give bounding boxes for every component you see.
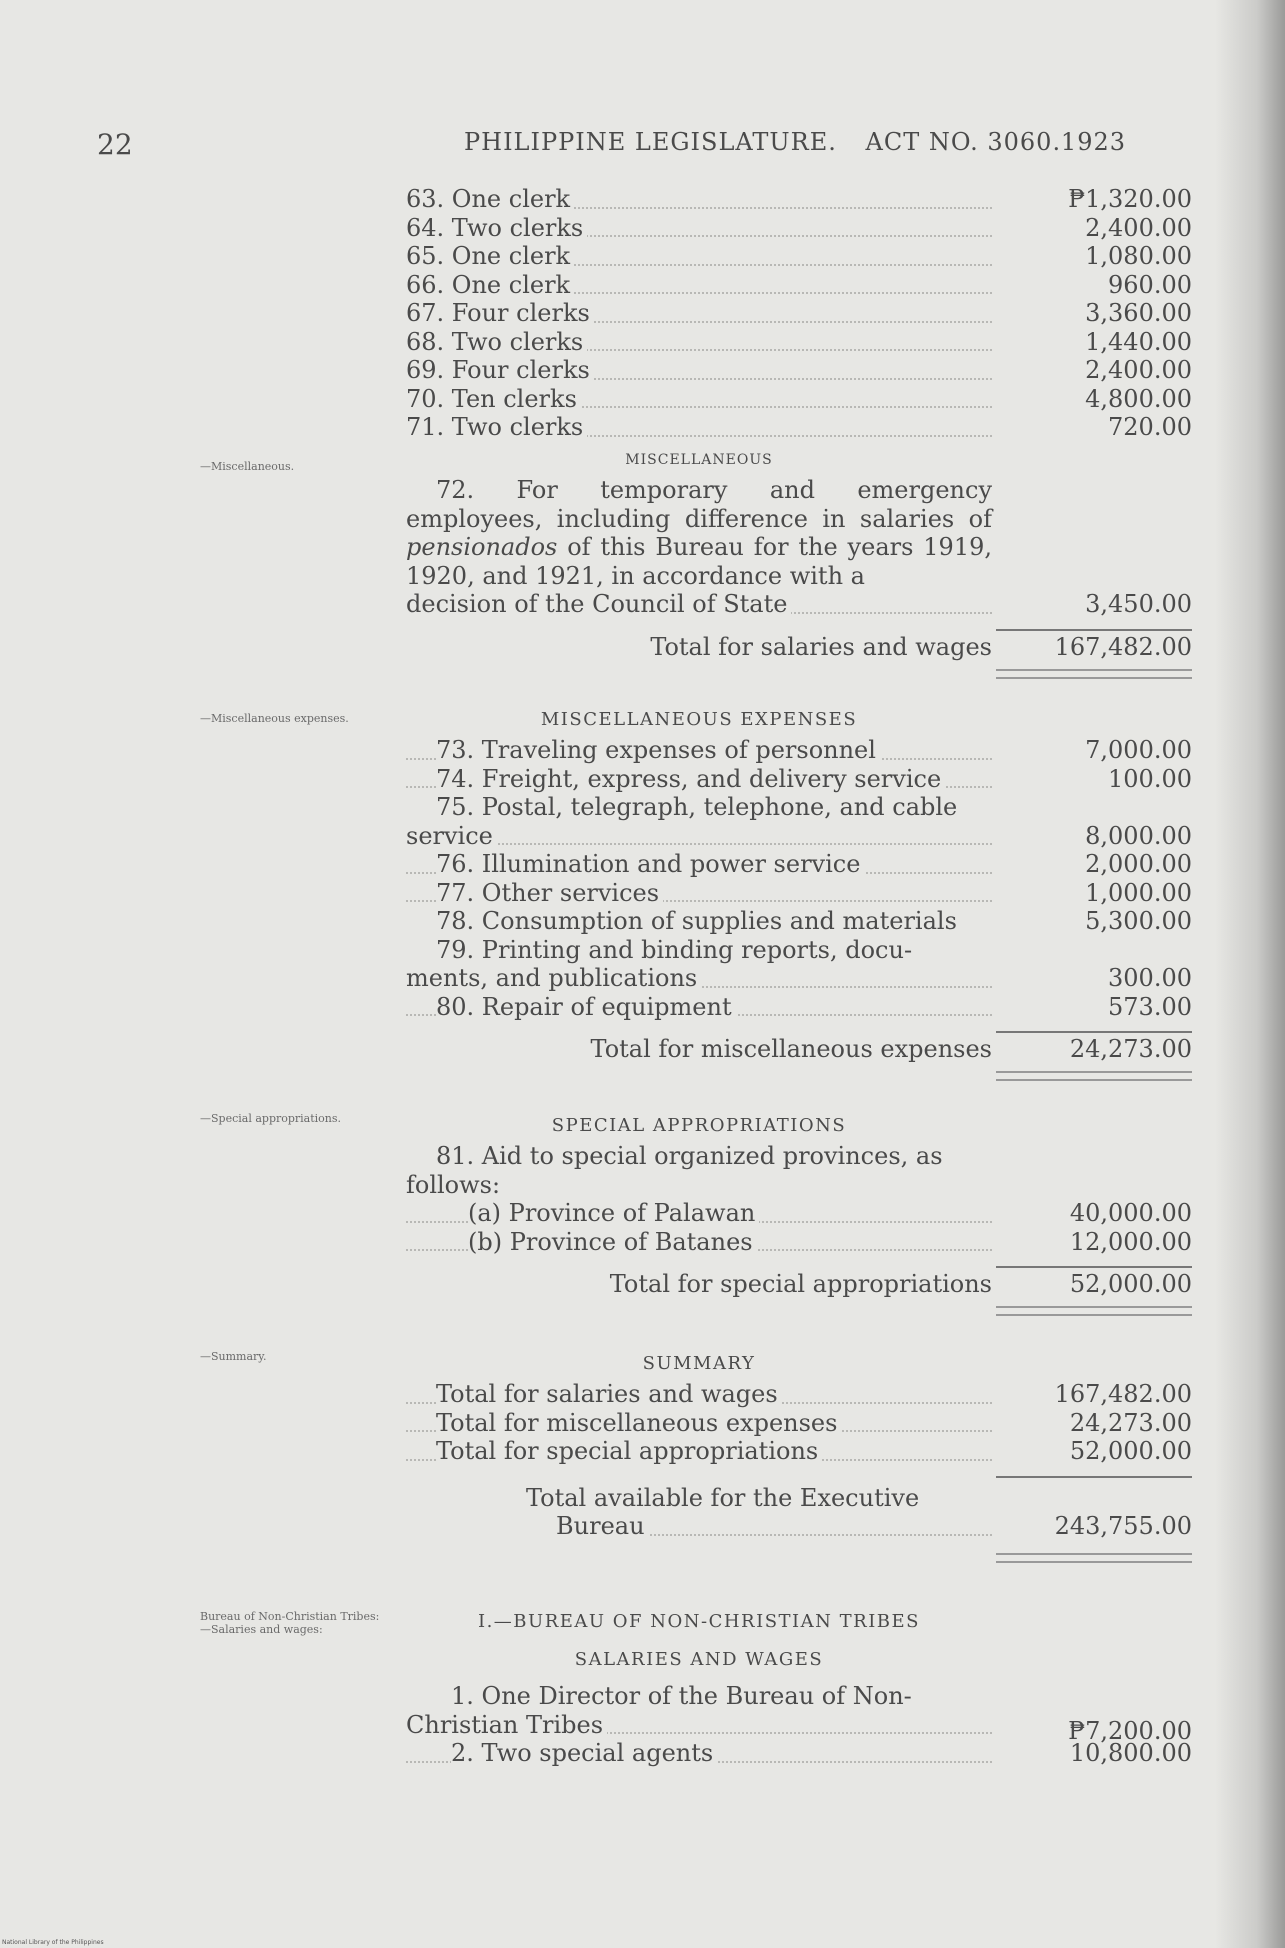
item-label: Total for miscellaneous expenses <box>436 1409 841 1437</box>
item-label: Christian Tribes <box>406 1711 607 1739</box>
section-subheading: SALARIES AND WAGES <box>574 1649 824 1670</box>
list-item <box>406 765 1192 794</box>
list-item <box>406 1228 1192 1257</box>
item-label: 67. Four clerks <box>406 299 594 327</box>
item-label: 69. Four clerks <box>406 356 594 384</box>
item-amount: 52,000.00 <box>1069 1437 1192 1465</box>
item-amount: 1,440.00 <box>1085 327 1192 356</box>
header-year: 1923 <box>1060 128 1126 156</box>
section-heading: SUMMARY <box>642 1353 756 1374</box>
misc-section <box>406 444 1192 679</box>
header-title: PHILIPPINE LEGISLATURE. <box>464 128 837 156</box>
item-label: 79. Printing and binding reports, docu- <box>436 936 916 964</box>
list-item <box>406 1739 1192 1768</box>
item-amount: 7,000.00 <box>1085 736 1192 764</box>
item-amount: 3,360.00 <box>1085 299 1192 327</box>
scan-footer: National Library of the Philippines <box>2 1939 104 1946</box>
item-label: 75. Postal, telegraph, telephone, and cable <box>436 793 961 821</box>
item-amount: 300.00 <box>1108 964 1192 992</box>
intro-text: 81. Aid to special organized provinces, as <box>436 1142 947 1170</box>
item-amount: 1,080.00 <box>1085 242 1192 270</box>
item-label: 66. One clerk <box>406 271 574 299</box>
misc-paragraph <box>406 476 992 590</box>
margin-line: —Salaries and wages: <box>200 1623 323 1636</box>
total-label: Bureau <box>556 1512 649 1540</box>
item-label: decision of the Council of State <box>406 590 791 618</box>
clerks-list <box>406 185 1192 442</box>
list-item <box>406 1437 1192 1466</box>
item-amount: 5,300.00 <box>1085 907 1192 935</box>
item-label: 77. Other services <box>436 879 663 907</box>
item-amount: 24,273.00 <box>1069 1408 1192 1437</box>
total-row <box>406 1512 1192 1541</box>
list-item <box>406 879 1192 908</box>
list-item <box>406 1409 1192 1438</box>
item-label: 80. Repair of equipment <box>436 993 736 1021</box>
double-rule <box>996 1071 1192 1081</box>
list-item <box>406 328 1192 357</box>
item-label: 64. Two clerks <box>406 214 587 242</box>
list-item <box>406 964 1192 993</box>
item-amount: 1,000.00 <box>1085 878 1192 907</box>
list-item <box>406 736 1192 765</box>
page-number: 22 <box>97 128 133 161</box>
total-label: Total for salaries and wages <box>650 632 992 661</box>
list-item <box>406 242 1192 271</box>
item-amount: 2,000.00 <box>1085 850 1192 878</box>
para-text: 72. For temporary and emergency employees, including difference in salaries of <box>406 476 992 533</box>
item-label: 76. Illumination and power service <box>436 850 864 878</box>
double-rule <box>996 669 1192 679</box>
item-amount: 2,400.00 <box>1085 356 1192 384</box>
total-row <box>406 1035 1192 1071</box>
total-amount: 167,482.00 <box>1054 632 1192 661</box>
list-item <box>406 356 1192 385</box>
total-label-line <box>406 1484 1192 1513</box>
list-item <box>406 793 1192 822</box>
item-label: Total for salaries and wages <box>436 1380 782 1408</box>
margin-line: Bureau of Non-Christian Tribes: <box>200 1610 380 1623</box>
list-item <box>406 1710 1192 1745</box>
list-item <box>406 214 1192 243</box>
list-item <box>406 936 1192 965</box>
list-item <box>406 413 1192 442</box>
item-label: 2. Two special agents <box>451 1739 717 1767</box>
total-amount: 52,000.00 <box>1069 1270 1192 1298</box>
list-item <box>406 1199 1192 1228</box>
list-item <box>406 385 1192 414</box>
list-item <box>406 993 1192 1022</box>
total-rule <box>996 1476 1192 1478</box>
bureau-section <box>406 1606 1192 1768</box>
total-row <box>406 633 1192 669</box>
item-label: 74. Freight, express, and delivery service <box>436 765 945 793</box>
total-rule <box>996 1031 1192 1033</box>
item-label: 71. Two clerks <box>406 413 587 441</box>
item-amount: 40,000.00 <box>1069 1199 1192 1227</box>
item-label: 78. Consumption of supplies and materials <box>436 907 961 935</box>
total-label: Total for special appropriations <box>609 1270 992 1298</box>
item-label: (a) Province of Palawan <box>468 1199 759 1227</box>
item-label: service <box>406 822 497 850</box>
item-amount: 167,482.00 <box>1054 1380 1192 1408</box>
item-amount: 12,000.00 <box>1069 1227 1192 1256</box>
total-row <box>406 1270 1192 1306</box>
list-item <box>406 299 1192 328</box>
section-heading: I.—BUREAU OF NON-CHRISTIAN TRIBES <box>477 1611 921 1632</box>
item-amount: ₱7,200.00 <box>1068 1716 1192 1745</box>
list-item <box>406 822 1192 851</box>
item-label: 65. One clerk <box>406 242 574 270</box>
item-label: 68. Two clerks <box>406 328 587 356</box>
list-item <box>406 185 1192 214</box>
item-amount: 100.00 <box>1108 764 1192 793</box>
summary-section <box>406 1348 1192 1561</box>
item-label: 73. Traveling expenses of personnel <box>436 736 880 764</box>
item-label: 70. Ten clerks <box>406 385 581 413</box>
page-edge-shadow <box>1215 0 1285 1948</box>
list-item <box>406 590 1192 619</box>
total-amount: 243,755.00 <box>1054 1512 1192 1540</box>
item-label: Total for special appropriations <box>436 1437 822 1465</box>
total-label: Total for miscellaneous expenses <box>590 1035 992 1063</box>
misc-expenses-section <box>406 704 1192 1081</box>
item-amount: 960.00 <box>1108 270 1192 299</box>
running-header <box>464 128 1144 156</box>
intro-text: follows: <box>406 1171 504 1199</box>
margin-note-summary: —Summary. <box>200 1350 267 1363</box>
margin-note-special: —Special appropriations. <box>200 1112 342 1125</box>
item-amount: 720.00 <box>1108 413 1192 441</box>
margin-note-misc-expenses: —Miscellaneous expenses. <box>200 712 349 725</box>
para-text: of this Bureau for the years 1919, 1920, and 1921, in accordance with a <box>406 533 992 590</box>
item-amount: 4,800.00 <box>1085 384 1192 413</box>
intro-line <box>406 1171 1192 1200</box>
margin-note-misc: —Miscellaneous. <box>200 460 295 473</box>
margin-note-bureau <box>200 1610 390 1636</box>
item-amount: 573.00 <box>1108 992 1192 1021</box>
item-amount: 2,400.00 <box>1085 213 1192 242</box>
section-heading: MISCELLANEOUS EXPENSES <box>540 709 858 730</box>
item-label: ments, and publications <box>406 964 701 992</box>
total-label: Total available for the Executive <box>526 1484 923 1512</box>
item-amount: 3,450.00 <box>1085 590 1192 618</box>
item-amount: 8,000.00 <box>1085 821 1192 850</box>
list-item <box>406 850 1192 879</box>
header-act: ACT NO. 3060. <box>865 128 1062 156</box>
list-item <box>406 1380 1192 1409</box>
item-label: 1. One Director of the Bureau of Non- <box>451 1682 916 1710</box>
list-item <box>406 271 1192 300</box>
section-heading: SPECIAL APPROPRIATIONS <box>551 1115 847 1136</box>
list-item <box>406 1682 1192 1711</box>
para-italic: pensionados <box>406 533 558 561</box>
total-rule <box>996 1266 1192 1268</box>
total-amount: 24,273.00 <box>1069 1035 1192 1063</box>
item-label: (b) Province of Batanes <box>468 1228 757 1256</box>
item-amount: ₱1,320.00 <box>1068 185 1192 213</box>
double-rule <box>996 1553 1192 1563</box>
special-section <box>406 1110 1192 1316</box>
total-rule <box>996 629 1192 631</box>
item-label: 63. One clerk <box>406 185 574 213</box>
item-amount: 10,800.00 <box>1069 1739 1192 1767</box>
double-rule <box>996 1306 1192 1316</box>
section-heading: MISCELLANEOUS <box>625 452 773 468</box>
list-item <box>406 907 1192 936</box>
intro-line <box>406 1142 1192 1171</box>
